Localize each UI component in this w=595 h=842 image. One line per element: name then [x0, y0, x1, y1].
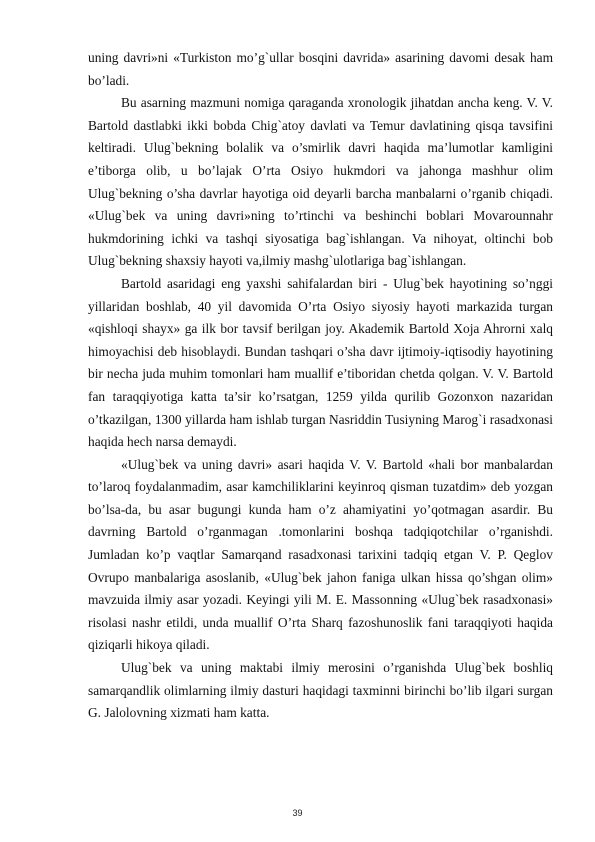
paragraph: Bu asarning mazmuni nomiga qaraganda xronologik jihatdan ancha keng. V. V. Bartold dastlabki ikki bobda Chig`atoy davlati va Temur davlatining qisqa tavsifini keltiradi. Ulug`bekning bolalik va o’smirlik davri haqida ma’lumotlar kamligini e’tiborga olib, u bo’lajak O’rta Osiyo hukmdori va jahonga mashhur olim Ulug`bekning o’sha davrlar hayotiga oid deyarli barcha manbalarni o’rganib chiqadi. «Ulug`bek va uning davri»ning to’rtinchi va beshinchi boblari Movarounnahr hukmdorining ichki va tashqi siyosatiga bag`ishlangan. Va nihoyat, oltinchi bob Ulug`bekning shaxsiy hayoti va,ilmiy mashg`ulotlariga bag`ishlangan. — [88, 95, 553, 269]
paragraph: Bartold asaridagi eng yaxshi sahifalardan biri - Ulug`bek hayotining so’nggi yillaridan boshlab, 40 yil davomida O’rta Osiyo siyosiy hayoti markazida turgan «qishloqi shayx» ga ilk bor tavsif berilgan joy. Akademik Bartold Xoja Ahrorni xalq himoyachisi deb hisoblaydi. Bundan tashqari o’sha davr ijtimoiy-iqtisodiy hayotining bir necha juda muhim tomonlari ham muallif e’tiboridan chetda qolgan. V. V. Bartold fan taraqqiyotiga katta ta’sir ko’rsatgan, 1259 yilda qurilib Gozonxon nazaridan o’tkazilgan, 1300 yillarda ham ishlab turgan Nasriddin Tusiyning Marog`i rasadxonasi haqida hech narsa demaydi. — [88, 275, 553, 450]
page-number: 39 — [292, 808, 303, 818]
paragraph-continuation: uning davri»ni «Turkiston mo’g`ullar bosqini davrida» asarining davomi desak ham bo’ladi. — [88, 50, 553, 88]
paragraph: «Ulug`bek va uning davri» asari haqida V. V. Bartold «hali bor manbalardan to’laroq foydalanmadim, asar kamchiliklarini keyinroq qisman tuzatdim» deb yozgan bo’lsa-da, bu asar bugungi kunda ham o’z ahamiyatini yo’qotmagan asardir. Bu davrning Bartold o’rganmagan .tomonlarini boshqa tadqiqotchilar o’rganishdi. Jumladan ko’p vaqtlar Samarqand rasadxonasi tarixini tadqiq etgan V. P. Qeglov Ovrupo manbalariga asoslanib, «Ulug`bek jahon faniga ulkan hissa qo’shgan olim» mavzuida ilmiy asar yozadi. Keyingi yili M. E. Massonning «Ulug`bek rasadxonasi» risolasi nashr etildi, unda muallif O’rta Sharq fazoshunoslik fani taraqqiyoti haqida qiziqarli hikoya qiladi. — [88, 456, 553, 653]
body-text — [88, 47, 553, 725]
paragraph: Ulug`bek va uning maktabi ilmiy merosini o’rganishda Ulug`bek boshliq samarqandlik olimlarning ilmiy dasturi haqidagi taxminni birinchi bo’lib ilgari surgan G. Jalolovning xizmati ham katta. — [88, 660, 553, 721]
